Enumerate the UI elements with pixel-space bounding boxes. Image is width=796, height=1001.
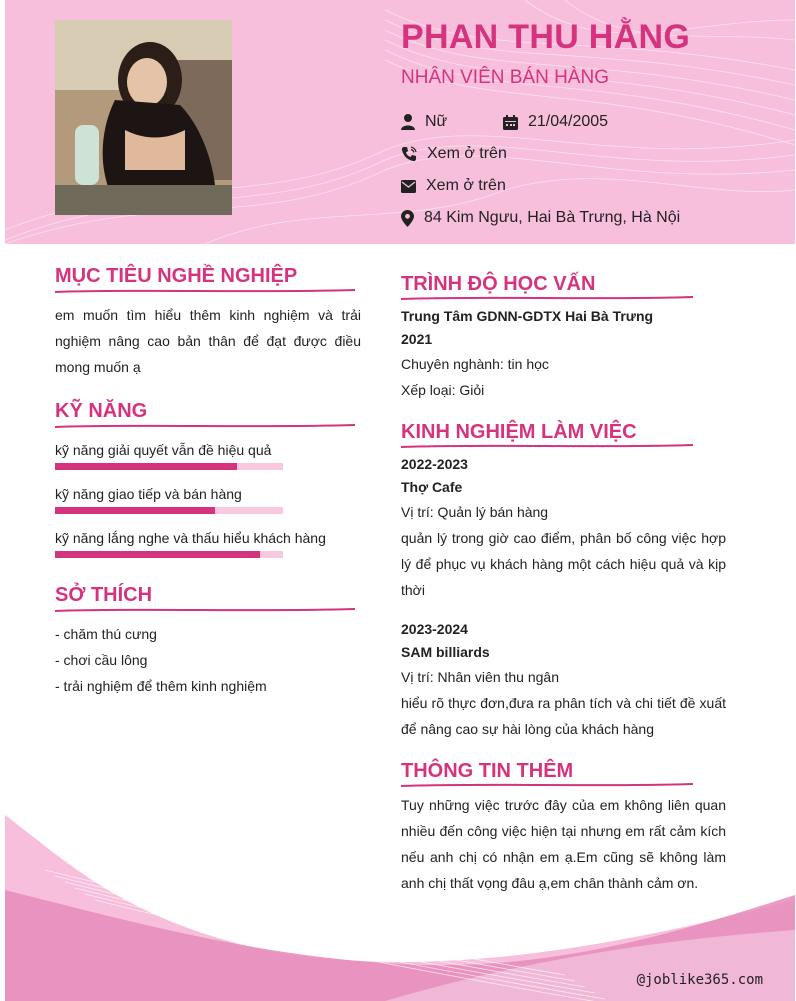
phone-icon [401, 146, 417, 162]
education-major: Chuyên nghành: tin học [401, 356, 549, 372]
education-grade: Xếp loại: Giỏi [401, 382, 485, 398]
education-underline [401, 294, 693, 302]
location-pin-icon [401, 210, 414, 227]
hobbies-heading: SỞ THÍCH [55, 584, 153, 606]
job-position: Vị trí: Nhân viên thu ngân [401, 669, 559, 685]
skill-bar-fill [55, 507, 215, 514]
calendar-icon [503, 115, 518, 130]
skill-bar [55, 507, 283, 514]
skill-bar-fill [55, 551, 260, 558]
experience-heading: KINH NGHIỆM LÀM VIỆC [401, 421, 637, 443]
job-company: Thợ Cafe [401, 479, 463, 495]
education-year: 2021 [401, 331, 433, 347]
job-period: 2022-2023 [401, 456, 468, 472]
email-value: Xem ở trên [426, 177, 506, 194]
hobbies-underline [55, 606, 355, 614]
gender-value: Nữ [425, 113, 448, 130]
resume-page [5, 0, 795, 1001]
job-title: NHÂN VIÊN BÁN HÀNG [401, 67, 609, 88]
skills-underline [55, 422, 355, 430]
experience-underline [401, 442, 693, 450]
profile-photo [55, 20, 232, 215]
address-value: 84 Kim Ngưu, Hai Bà Trưng, Hà Nội [424, 209, 681, 226]
skill-label: kỹ năng lắng nghe và thấu hiểu khách hàng [55, 530, 326, 546]
job-company: SAM billiards [401, 644, 490, 660]
objective-heading: MỤC TIÊU NGHỀ NGHIỆP [55, 265, 298, 287]
birthdate-row [503, 113, 608, 131]
objective-underline [55, 287, 355, 295]
skill-label: kỹ năng giao tiếp và bán hàng [55, 486, 242, 502]
phone-row [401, 145, 507, 163]
hobby-item: - chăm thú cưng [55, 626, 157, 642]
job-description: quản lý trong giờ cao điểm, phân bố công việc hợp lý để phục vụ khách hàng một cách hiệu quả và kịp thời [401, 530, 726, 598]
user-icon [401, 114, 415, 130]
email-row [401, 177, 506, 195]
birthdate-value: 21/04/2005 [528, 113, 609, 130]
job-period: 2023-2024 [401, 621, 468, 637]
skills-heading: KỸ NĂNG [55, 400, 148, 422]
additional-heading: THÔNG TIN THÊM [401, 760, 574, 782]
hobby-item: - trải nghiệm để thêm kinh nghiệm [55, 678, 267, 694]
gender-row [401, 113, 447, 131]
job-position: Vị trí: Quản lý bán hàng [401, 504, 549, 520]
skill-label: kỹ năng giải quyết vẫn đề hiệu quả [55, 442, 272, 458]
candidate-name: PHAN THU HẰNG [401, 18, 691, 56]
skill-bar [55, 551, 283, 558]
footer-handle: @joblike365.com [636, 972, 763, 988]
envelope-icon [401, 180, 416, 193]
hobby-item: - chơi cầu lông [55, 652, 148, 668]
additional-text: Tuy những việc trước đây của em không liên quan nhiều đến công việc hiện tại nhưng em rất cảm kích nếu anh chị có nhận em ạ.Em cũng sẽ không làm anh chị thất vọng đâu ạ,em chân thành cảm ơn. [401, 797, 726, 891]
additional-underline [401, 781, 693, 789]
phone-value: Xem ở trên [427, 145, 507, 162]
education-heading: TRÌNH ĐỘ HỌC VẤN [401, 273, 596, 295]
education-school: Trung Tâm GDNN-GDTX Hai Bà Trưng [401, 308, 654, 324]
objective-text: em muốn tìm hiểu thêm kinh nghiệm và trải nghiệm nâng cao bản thân để đạt được điều mong muốn ạ [55, 307, 361, 375]
skill-bar [55, 463, 283, 470]
address-row [401, 209, 680, 227]
skill-bar-fill [55, 463, 237, 470]
job-description: hiểu rõ thực đơn,đưa ra phân tích và chi tiết đề xuất để nâng cao sự hài lòng của khách hàng [401, 695, 726, 737]
